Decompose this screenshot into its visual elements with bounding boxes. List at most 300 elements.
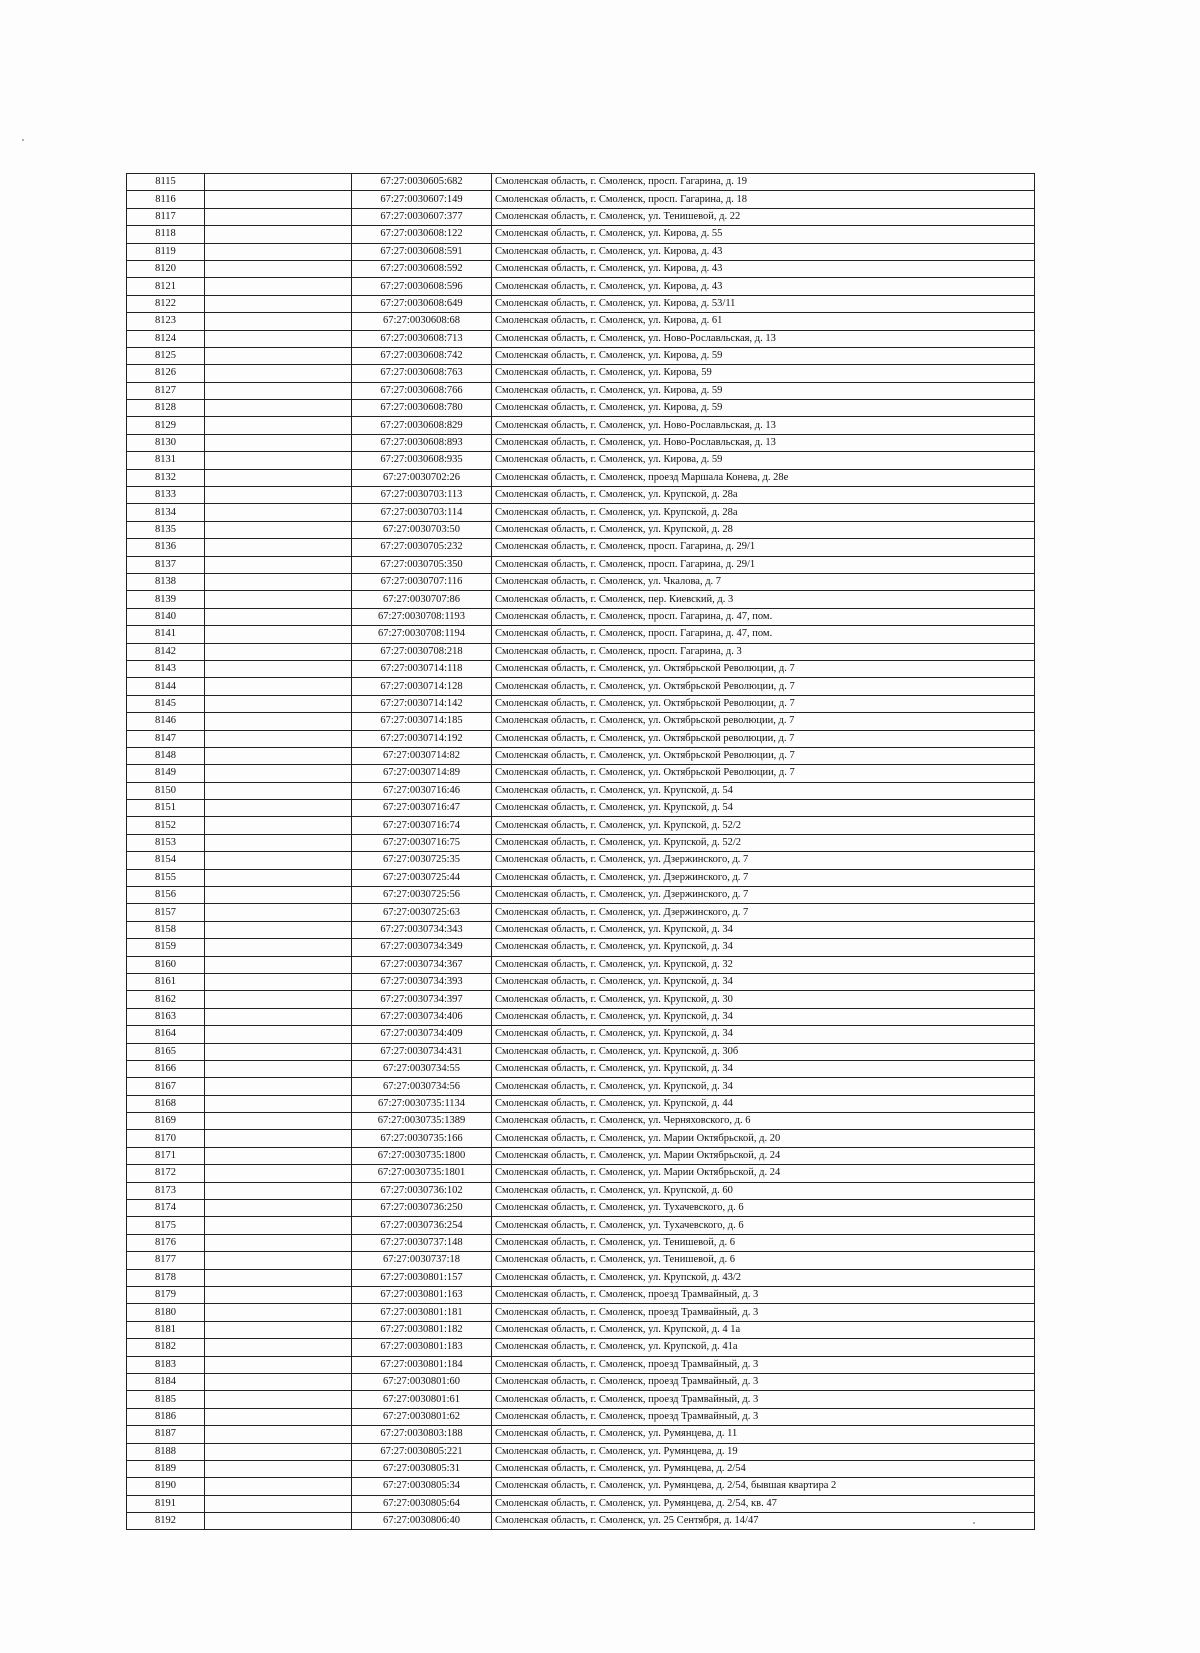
empty-cell	[205, 1391, 352, 1408]
empty-cell	[205, 1460, 352, 1477]
cadastral-number: 67:27:0030734:406	[352, 1008, 492, 1025]
row-number: 8157	[127, 904, 205, 921]
cadastral-number: 67:27:0030801:163	[352, 1287, 492, 1304]
empty-cell	[205, 817, 352, 834]
empty-cell	[205, 1008, 352, 1025]
table-row	[127, 1460, 1035, 1477]
cadastral-number: 67:27:0030716:47	[352, 800, 492, 817]
cadastral-number: 67:27:0030608:592	[352, 260, 492, 277]
table-row	[127, 556, 1035, 573]
address: Смоленская область, г. Смоленск, ул. Крупской, д. 34	[492, 939, 1035, 956]
address: Смоленская область, г. Смоленск, ул. Крупской, д. 34	[492, 921, 1035, 938]
table-row	[127, 1078, 1035, 1095]
empty-cell	[205, 973, 352, 990]
empty-cell	[205, 852, 352, 869]
address: Смоленская область, г. Смоленск, проезд Трамвайный, д. 3	[492, 1373, 1035, 1390]
row-number: 8139	[127, 591, 205, 608]
cadastral-number: 67:27:0030608:780	[352, 400, 492, 417]
address: Смоленская область, г. Смоленск, ул. Кирова, д. 53/11	[492, 295, 1035, 312]
empty-cell	[205, 278, 352, 295]
table-row	[127, 243, 1035, 260]
row-number: 8168	[127, 1095, 205, 1112]
address: Смоленская область, г. Смоленск, ул. Тухачевского, д. 6	[492, 1200, 1035, 1217]
address: Смоленская область, г. Смоленск, ул. Крупской, д. 28	[492, 521, 1035, 538]
empty-cell	[205, 191, 352, 208]
cadastral-number: 67:27:0030608:68	[352, 313, 492, 330]
cadastral-number: 67:27:0030714:82	[352, 747, 492, 764]
empty-cell	[205, 678, 352, 695]
row-number: 8137	[127, 556, 205, 573]
table-row	[127, 660, 1035, 677]
row-number: 8141	[127, 626, 205, 643]
cadastral-number: 67:27:0030708:1193	[352, 608, 492, 625]
cadastral-number: 67:27:0030736:250	[352, 1200, 492, 1217]
row-number: 8135	[127, 521, 205, 538]
row-number: 8172	[127, 1165, 205, 1182]
row-number: 8189	[127, 1460, 205, 1477]
empty-cell	[205, 1339, 352, 1356]
cadastral-number: 67:27:0030608:713	[352, 330, 492, 347]
row-number: 8177	[127, 1252, 205, 1269]
cadastral-number: 67:27:0030734:367	[352, 956, 492, 973]
table-row	[127, 887, 1035, 904]
cadastral-number: 67:27:0030735:1801	[352, 1165, 492, 1182]
table-row	[127, 1165, 1035, 1182]
row-number: 8167	[127, 1078, 205, 1095]
address: Смоленская область, г. Смоленск, ул. Тухачевского, д. 6	[492, 1217, 1035, 1234]
cadastral-number: 67:27:0030725:63	[352, 904, 492, 921]
row-number: 8142	[127, 643, 205, 660]
row-number: 8119	[127, 243, 205, 260]
table-row	[127, 521, 1035, 538]
cadastral-number: 67:27:0030608:763	[352, 365, 492, 382]
cadastral-number: 67:27:0030714:185	[352, 713, 492, 730]
empty-cell	[205, 921, 352, 938]
table-row	[127, 800, 1035, 817]
cadastral-number: 67:27:0030605:682	[352, 174, 492, 191]
table-row	[127, 1147, 1035, 1164]
table-row	[127, 1043, 1035, 1060]
table-row	[127, 313, 1035, 330]
row-number: 8126	[127, 365, 205, 382]
table-row	[127, 1408, 1035, 1425]
empty-cell	[205, 956, 352, 973]
empty-cell	[205, 747, 352, 764]
cadastral-number: 67:27:0030608:829	[352, 417, 492, 434]
address: Смоленская область, г. Смоленск, ул. Дзержинского, д. 7	[492, 852, 1035, 869]
address: Смоленская область, г. Смоленск, ул. Чкалова, д. 7	[492, 573, 1035, 590]
empty-cell	[205, 660, 352, 677]
address: Смоленская область, г. Смоленск, просп. Гагарина, д. 18	[492, 191, 1035, 208]
address: Смоленская область, г. Смоленск, ул. Кирова, д. 59	[492, 347, 1035, 364]
cadastral-number: 67:27:0030801:60	[352, 1373, 492, 1390]
row-number: 8192	[127, 1513, 205, 1530]
address: Смоленская область, г. Смоленск, ул. Октябрьской революции, д. 7	[492, 730, 1035, 747]
cadastral-number: 67:27:0030608:596	[352, 278, 492, 295]
cadastral-number: 67:27:0030737:148	[352, 1234, 492, 1251]
table-row	[127, 174, 1035, 191]
address: Смоленская область, г. Смоленск, ул. Черняховского, д. 6	[492, 1113, 1035, 1130]
cadastral-number: 67:27:0030708:218	[352, 643, 492, 660]
empty-cell	[205, 1426, 352, 1443]
row-number: 8125	[127, 347, 205, 364]
address: Смоленская область, г. Смоленск, ул. Крупской, д. 34	[492, 1060, 1035, 1077]
cadastral-number: 67:27:0030803:188	[352, 1426, 492, 1443]
row-number: 8129	[127, 417, 205, 434]
register-body	[127, 174, 1035, 1530]
empty-cell	[205, 174, 352, 191]
address: Смоленская область, г. Смоленск, проезд Трамвайный, д. 3	[492, 1408, 1035, 1425]
table-row	[127, 643, 1035, 660]
address: Смоленская область, г. Смоленск, ул. Румянцева, д. 2/54, бывшая квартира 2	[492, 1478, 1035, 1495]
empty-cell	[205, 1130, 352, 1147]
address: Смоленская область, г. Смоленск, ул. Кирова, д. 59	[492, 382, 1035, 399]
row-number: 8146	[127, 713, 205, 730]
row-number: 8134	[127, 504, 205, 521]
empty-cell	[205, 869, 352, 886]
cadastral-number: 67:27:0030801:61	[352, 1391, 492, 1408]
address: Смоленская область, г. Смоленск, ул. Октябрьской Революции, д. 7	[492, 678, 1035, 695]
empty-cell	[205, 782, 352, 799]
cadastral-number: 67:27:0030608:649	[352, 295, 492, 312]
table-row	[127, 1130, 1035, 1147]
empty-cell	[205, 382, 352, 399]
row-number: 8186	[127, 1408, 205, 1425]
table-row	[127, 730, 1035, 747]
row-number: 8174	[127, 1200, 205, 1217]
address: Смоленская область, г. Смоленск, просп. Гагарина, д. 29/1	[492, 539, 1035, 556]
empty-cell	[205, 1113, 352, 1130]
table-row	[127, 260, 1035, 277]
cadastral-number: 67:27:0030734:409	[352, 1026, 492, 1043]
row-number: 8118	[127, 226, 205, 243]
empty-cell	[205, 1252, 352, 1269]
cadastral-number: 67:27:0030736:102	[352, 1182, 492, 1199]
address: Смоленская область, г. Смоленск, ул. Румянцева, д. 2/54	[492, 1460, 1035, 1477]
table-row	[127, 1391, 1035, 1408]
cadastral-number: 67:27:0030801:183	[352, 1339, 492, 1356]
cadastral-number: 67:27:0030725:44	[352, 869, 492, 886]
row-number: 8179	[127, 1287, 205, 1304]
row-number: 8182	[127, 1339, 205, 1356]
cadastral-number: 67:27:0030735:1134	[352, 1095, 492, 1112]
empty-cell	[205, 608, 352, 625]
empty-cell	[205, 330, 352, 347]
empty-cell	[205, 260, 352, 277]
address: Смоленская область, г. Смоленск, ул. Кирова, д. 59	[492, 400, 1035, 417]
empty-cell	[205, 1200, 352, 1217]
address: Смоленская область, г. Смоленск, пер. Киевский, д. 3	[492, 591, 1035, 608]
address: Смоленская область, г. Смоленск, ул. Крупской, д. 28а	[492, 504, 1035, 521]
cadastral-number: 67:27:0030707:116	[352, 573, 492, 590]
table-row	[127, 1252, 1035, 1269]
table-row	[127, 869, 1035, 886]
empty-cell	[205, 1147, 352, 1164]
table-row	[127, 991, 1035, 1008]
cadastral-number: 67:27:0030805:221	[352, 1443, 492, 1460]
address: Смоленская область, г. Смоленск, просп. Гагарина, д. 29/1	[492, 556, 1035, 573]
row-number: 8130	[127, 434, 205, 451]
table-row	[127, 1373, 1035, 1390]
row-number: 8178	[127, 1269, 205, 1286]
empty-cell	[205, 539, 352, 556]
row-number: 8117	[127, 208, 205, 225]
address: Смоленская область, г. Смоленск, ул. 25 Сентября, д. 14/47	[492, 1513, 1035, 1530]
row-number: 8145	[127, 695, 205, 712]
address: Смоленская область, г. Смоленск, ул. Крупской, д. 41а	[492, 1339, 1035, 1356]
table-row	[127, 1217, 1035, 1234]
address: Смоленская область, г. Смоленск, ул. Крупской, д. 30	[492, 991, 1035, 1008]
empty-cell	[205, 904, 352, 921]
table-row	[127, 1008, 1035, 1025]
cadastral-number: 67:27:0030703:50	[352, 521, 492, 538]
cadastral-number: 67:27:0030801:62	[352, 1408, 492, 1425]
empty-cell	[205, 469, 352, 486]
cadastral-number: 67:27:0030725:56	[352, 887, 492, 904]
table-row	[127, 539, 1035, 556]
cadastral-number: 67:27:0030725:35	[352, 852, 492, 869]
address: Смоленская область, г. Смоленск, ул. Марии Октябрьской, д. 20	[492, 1130, 1035, 1147]
address: Смоленская область, г. Смоленск, ул. Крупской, д. 60	[492, 1182, 1035, 1199]
empty-cell	[205, 939, 352, 956]
table-row	[127, 330, 1035, 347]
address: Смоленская область, г. Смоленск, ул. Октябрьской Революции, д. 7	[492, 747, 1035, 764]
scan-speck	[22, 139, 24, 141]
address: Смоленская область, г. Смоленск, ул. Крупской, д. 30б	[492, 1043, 1035, 1060]
address: Смоленская область, г. Смоленск, ул. Марии Октябрьской, д. 24	[492, 1165, 1035, 1182]
address: Смоленская область, г. Смоленск, ул. Марии Октябрьской, д. 24	[492, 1147, 1035, 1164]
cadastral-number: 67:27:0030714:89	[352, 765, 492, 782]
table-row	[127, 573, 1035, 590]
empty-cell	[205, 1269, 352, 1286]
empty-cell	[205, 591, 352, 608]
empty-cell	[205, 208, 352, 225]
address: Смоленская область, г. Смоленск, ул. Румянцева, д. 2/54, кв. 47	[492, 1495, 1035, 1512]
empty-cell	[205, 295, 352, 312]
address: Смоленская область, г. Смоленск, ул. Кирова, д. 43	[492, 278, 1035, 295]
empty-cell	[205, 730, 352, 747]
address: Смоленская область, г. Смоленск, ул. Ново-Рославльская, д. 13	[492, 434, 1035, 451]
table-row	[127, 347, 1035, 364]
cadastral-number: 67:27:0030714:118	[352, 660, 492, 677]
table-row	[127, 591, 1035, 608]
empty-cell	[205, 1095, 352, 1112]
table-row	[127, 608, 1035, 625]
row-number: 8127	[127, 382, 205, 399]
address: Смоленская область, г. Смоленск, проезд Трамвайный, д. 3	[492, 1287, 1035, 1304]
empty-cell	[205, 713, 352, 730]
row-number: 8133	[127, 487, 205, 504]
table-row	[127, 487, 1035, 504]
table-row	[127, 1060, 1035, 1077]
cadastral-number: 67:27:0030608:893	[352, 434, 492, 451]
table-row	[127, 782, 1035, 799]
cadastral-number: 67:27:0030734:393	[352, 973, 492, 990]
row-number: 8176	[127, 1234, 205, 1251]
table-row	[127, 1234, 1035, 1251]
address: Смоленская область, г. Смоленск, ул. Крупской, д. 34	[492, 1078, 1035, 1095]
address: Смоленская область, г. Смоленск, ул. Дзержинского, д. 7	[492, 887, 1035, 904]
row-number: 8181	[127, 1321, 205, 1338]
table-row	[127, 1339, 1035, 1356]
empty-cell	[205, 313, 352, 330]
empty-cell	[205, 626, 352, 643]
row-number: 8115	[127, 174, 205, 191]
cadastral-number: 67:27:0030734:55	[352, 1060, 492, 1077]
cadastral-number: 67:27:0030608:591	[352, 243, 492, 260]
row-number: 8123	[127, 313, 205, 330]
empty-cell	[205, 834, 352, 851]
cadastral-number: 67:27:0030608:766	[352, 382, 492, 399]
row-number: 8121	[127, 278, 205, 295]
row-number: 8148	[127, 747, 205, 764]
cadastral-number: 67:27:0030608:122	[352, 226, 492, 243]
empty-cell	[205, 1287, 352, 1304]
address: Смоленская область, г. Смоленск, ул. Крупской, д. 4 1а	[492, 1321, 1035, 1338]
row-number: 8143	[127, 660, 205, 677]
row-number: 8124	[127, 330, 205, 347]
empty-cell	[205, 434, 352, 451]
row-number: 8159	[127, 939, 205, 956]
cadastral-number: 67:27:0030707:86	[352, 591, 492, 608]
address: Смоленская область, г. Смоленск, ул. Дзержинского, д. 7	[492, 869, 1035, 886]
empty-cell	[205, 1373, 352, 1390]
empty-cell	[205, 1165, 352, 1182]
row-number: 8149	[127, 765, 205, 782]
address: Смоленская область, г. Смоленск, ул. Октябрьской Революции, д. 7	[492, 660, 1035, 677]
row-number: 8158	[127, 921, 205, 938]
cadastral-number: 67:27:0030805:31	[352, 1460, 492, 1477]
cadastral-number: 67:27:0030702:26	[352, 469, 492, 486]
row-number: 8170	[127, 1130, 205, 1147]
empty-cell	[205, 400, 352, 417]
empty-cell	[205, 1304, 352, 1321]
cadastral-number: 67:27:0030714:192	[352, 730, 492, 747]
cadastral-number: 67:27:0030716:75	[352, 834, 492, 851]
cadastral-number: 67:27:0030735:1800	[352, 1147, 492, 1164]
cadastral-number: 67:27:0030708:1194	[352, 626, 492, 643]
table-row	[127, 1321, 1035, 1338]
table-row	[127, 452, 1035, 469]
table-row	[127, 1495, 1035, 1512]
table-row	[127, 626, 1035, 643]
cadastral-number: 67:27:0030801:157	[352, 1269, 492, 1286]
cadastral-number: 67:27:0030801:184	[352, 1356, 492, 1373]
cadastral-number: 67:27:0030714:128	[352, 678, 492, 695]
table-row	[127, 208, 1035, 225]
table-row	[127, 191, 1035, 208]
table-row	[127, 678, 1035, 695]
table-row	[127, 852, 1035, 869]
empty-cell	[205, 1513, 352, 1530]
table-row	[127, 695, 1035, 712]
row-number: 8128	[127, 400, 205, 417]
cadastral-number: 67:27:0030705:350	[352, 556, 492, 573]
table-row	[127, 469, 1035, 486]
table-row	[127, 1287, 1035, 1304]
row-number: 8151	[127, 800, 205, 817]
address: Смоленская область, г. Смоленск, ул. Крупской, д. 54	[492, 800, 1035, 817]
address: Смоленская область, г. Смоленск, ул. Кирова, д. 43	[492, 243, 1035, 260]
table-row	[127, 1269, 1035, 1286]
empty-cell	[205, 1408, 352, 1425]
cadastral-number: 67:27:0030734:431	[352, 1043, 492, 1060]
cadastral-number: 67:27:0030734:349	[352, 939, 492, 956]
row-number: 8156	[127, 887, 205, 904]
row-number: 8136	[127, 539, 205, 556]
row-number: 8132	[127, 469, 205, 486]
table-row	[127, 365, 1035, 382]
row-number: 8175	[127, 1217, 205, 1234]
empty-cell	[205, 643, 352, 660]
cadastral-number: 67:27:0030703:113	[352, 487, 492, 504]
table-row	[127, 834, 1035, 851]
row-number: 8147	[127, 730, 205, 747]
row-number: 8166	[127, 1060, 205, 1077]
address: Смоленская область, г. Смоленск, ул. Крупской, д. 44	[492, 1095, 1035, 1112]
empty-cell	[205, 504, 352, 521]
table-row	[127, 226, 1035, 243]
empty-cell	[205, 887, 352, 904]
empty-cell	[205, 347, 352, 364]
empty-cell	[205, 1478, 352, 1495]
row-number: 8165	[127, 1043, 205, 1060]
empty-cell	[205, 765, 352, 782]
table-row	[127, 956, 1035, 973]
empty-cell	[205, 243, 352, 260]
row-number: 8184	[127, 1373, 205, 1390]
address: Смоленская область, г. Смоленск, проезд Трамвайный, д. 3	[492, 1304, 1035, 1321]
cadastral-number: 67:27:0030714:142	[352, 695, 492, 712]
empty-cell	[205, 521, 352, 538]
row-number: 8120	[127, 260, 205, 277]
address: Смоленская область, г. Смоленск, ул. Тенишевой, д. 6	[492, 1252, 1035, 1269]
empty-cell	[205, 1443, 352, 1460]
address: Смоленская область, г. Смоленск, ул. Крупской, д. 34	[492, 1026, 1035, 1043]
empty-cell	[205, 1234, 352, 1251]
cadastral-number: 67:27:0030805:64	[352, 1495, 492, 1512]
cadastral-number: 67:27:0030716:74	[352, 817, 492, 834]
empty-cell	[205, 365, 352, 382]
address: Смоленская область, г. Смоленск, ул. Кирова, д. 61	[492, 313, 1035, 330]
cadastral-number: 67:27:0030736:254	[352, 1217, 492, 1234]
empty-cell	[205, 487, 352, 504]
cadastral-number: 67:27:0030608:742	[352, 347, 492, 364]
address: Смоленская область, г. Смоленск, просп. Гагарина, д. 47, пом.	[492, 608, 1035, 625]
table-row	[127, 504, 1035, 521]
cadastral-number: 67:27:0030805:34	[352, 1478, 492, 1495]
empty-cell	[205, 452, 352, 469]
address: Смоленская область, г. Смоленск, ул. Крупской, д. 34	[492, 1008, 1035, 1025]
address: Смоленская область, г. Смоленск, ул. Крупской, д. 34	[492, 973, 1035, 990]
table-row	[127, 1095, 1035, 1112]
table-row	[127, 278, 1035, 295]
empty-cell	[205, 800, 352, 817]
address: Смоленская область, г. Смоленск, ул. Румянцева, д. 11	[492, 1426, 1035, 1443]
table-row	[127, 1356, 1035, 1373]
empty-cell	[205, 1321, 352, 1338]
property-register-table	[126, 173, 1035, 1530]
row-number: 8144	[127, 678, 205, 695]
row-number: 8116	[127, 191, 205, 208]
empty-cell	[205, 1060, 352, 1077]
address: Смоленская область, г. Смоленск, просп. Гагарина, д. 3	[492, 643, 1035, 660]
empty-cell	[205, 1356, 352, 1373]
cadastral-number: 67:27:0030735:166	[352, 1130, 492, 1147]
row-number: 8164	[127, 1026, 205, 1043]
row-number: 8185	[127, 1391, 205, 1408]
table-row	[127, 765, 1035, 782]
